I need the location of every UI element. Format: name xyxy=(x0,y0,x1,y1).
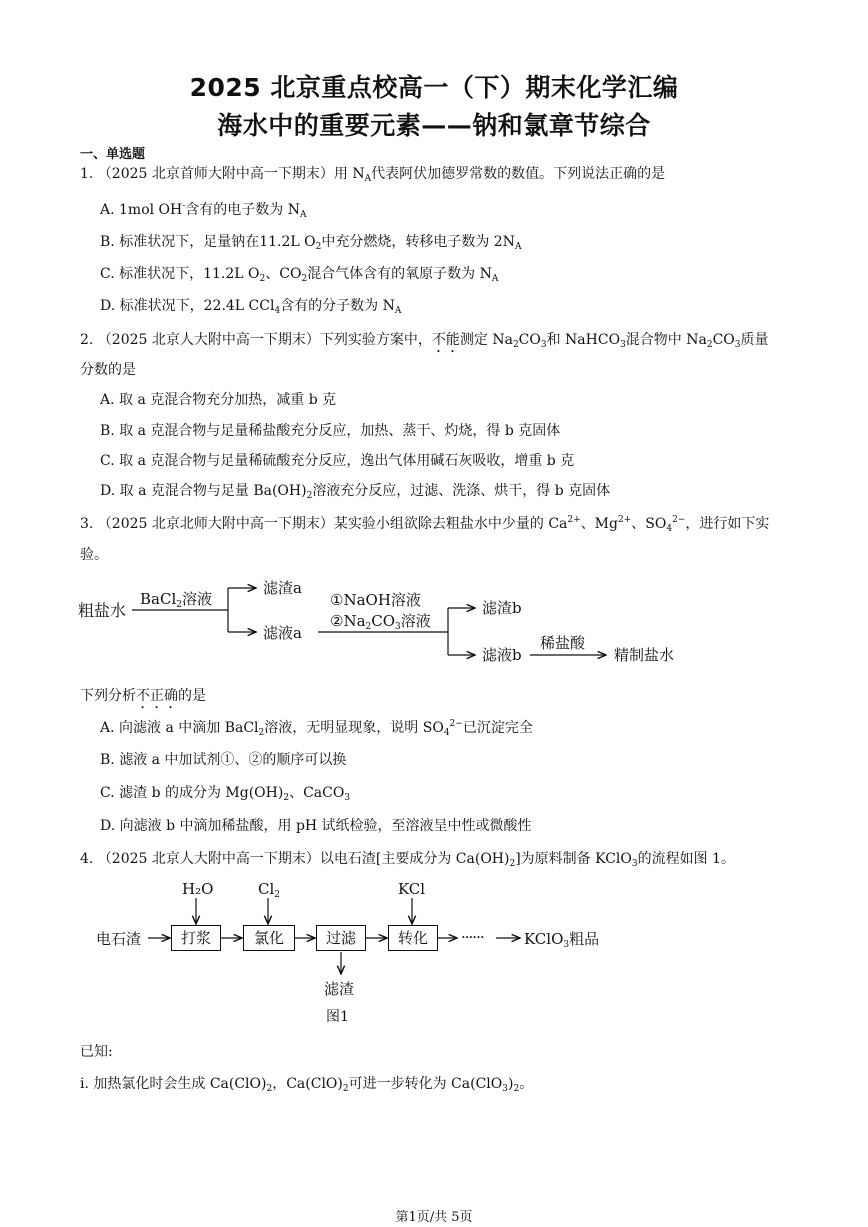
q3-stem-text: 3. （2025 北京北师大附中高一下期末）某实验小组欲除去粗盐水中少量的 Ca xyxy=(80,516,568,532)
subscript: 3 xyxy=(563,940,570,950)
subscript: A xyxy=(491,274,499,284)
known-text: i. 加热氯化时会生成 Ca(ClO) xyxy=(80,1076,267,1092)
subscript: 2 xyxy=(509,859,516,869)
option-text: B. 标准状况下，足量钠在11.2L O xyxy=(100,234,316,250)
subscript: 4 xyxy=(666,524,673,534)
subscript: A xyxy=(364,174,372,184)
page-title-line-1: 2025 北京重点校高一（下）期末化学汇编 xyxy=(189,73,679,102)
q4-known-heading: 已知: xyxy=(80,1044,113,1060)
flow-reagent-naoh: ①NaOH溶液 xyxy=(330,591,421,609)
subscript: 4 xyxy=(443,728,450,738)
flow-start-carbide-slag: 电石渣 xyxy=(96,930,142,948)
subscript: 2 xyxy=(301,274,308,284)
q2-option-a: A. 取 a 克混合物充分加热，减重 b 克 xyxy=(100,392,337,408)
superscript: 2− xyxy=(672,515,686,525)
subscript: 2 xyxy=(306,491,313,501)
input-text: Cl xyxy=(258,880,275,898)
reagent-text: BaCl xyxy=(140,590,177,608)
subscript: 2 xyxy=(274,890,281,900)
subscript: 3 xyxy=(631,859,638,869)
flow-product-kclo3 xyxy=(524,928,599,949)
flow-input-kcl: KCl xyxy=(398,880,426,898)
option-text: 含有的分子数为 N xyxy=(280,298,395,314)
subscript: A xyxy=(394,306,402,316)
known-text: ，Ca(ClO) xyxy=(272,1076,343,1092)
option-text: 溶液，无明显现象，说明 SO xyxy=(264,720,444,736)
subscript: 2 xyxy=(259,274,266,284)
q3-stem-text: ，进行如下实 xyxy=(685,516,770,532)
superscript: 2+ xyxy=(567,515,581,525)
q2-stem-text: 混合物中 Na xyxy=(625,332,707,348)
flow-filtrate-a: 滤液a xyxy=(263,624,302,642)
superscript: - xyxy=(182,201,186,211)
subscript: 3 xyxy=(395,622,401,632)
q3-question-text: 的是 xyxy=(178,688,206,704)
q2-option-c: C. 取 a 克混合物与足量稀硫酸充分反应，逸出气体用碱石灰吸收，增重 b 克 xyxy=(100,453,575,469)
q2-negation: 不能 xyxy=(431,332,460,348)
option-text: 已沉淀完全 xyxy=(462,720,533,736)
product-text: KClO xyxy=(524,930,564,948)
flow-box-conversion: 转化 xyxy=(388,925,438,951)
option-text: 混合气体含有的氧原子数为 N xyxy=(307,266,492,282)
option-text: C. 标准状况下，11.2L O xyxy=(100,266,260,282)
subscript: 3 xyxy=(344,793,351,803)
q2-stem-text: CO xyxy=(712,332,735,348)
subscript: 2 xyxy=(342,1084,349,1094)
known-text: 可进一步转化为 Ca(ClO xyxy=(348,1076,503,1092)
q3-question xyxy=(80,686,206,712)
q3-stem-text: 、Mg xyxy=(580,516,618,532)
flow-reagent-na2co3 xyxy=(330,610,431,631)
flow-input-chlorine xyxy=(258,880,280,898)
subscript: A xyxy=(514,242,522,252)
option-text: D. 标准状况下，22.4L CCl xyxy=(100,298,275,314)
q3-negation: 不正确 xyxy=(136,688,178,704)
flow-filtrate-b: 滤液b xyxy=(482,646,522,664)
flow-residue-a: 滤渣a xyxy=(263,579,302,597)
flow-input-water: H₂O xyxy=(182,880,214,898)
q1-stem-text: 1. （2025 北京首师大附中高一下期末）用 N xyxy=(80,166,365,182)
reagent-text: CO xyxy=(371,612,396,630)
flow-reagent-bacl2 xyxy=(140,588,212,609)
flow-start-crude-brine: 粗盐水 xyxy=(78,601,127,620)
q3-question-text: 下列分析 xyxy=(80,688,136,704)
flow-reagent-hcl: 稀盐酸 xyxy=(540,634,586,652)
subscript: 2 xyxy=(176,600,182,610)
q2-stem-text: 和 NaHCO xyxy=(546,332,621,348)
q2-stem-text: 2. （2025 北京人大附中高一下期末）下列实验方案中， xyxy=(80,332,432,348)
q3-option-a xyxy=(100,718,533,738)
subscript: 2 xyxy=(283,793,290,803)
q4-stem-text: 4. （2025 北京人大附中高一下期末）以电石渣[主要成分为 Ca(OH) xyxy=(80,851,510,867)
figure-caption: 图1 xyxy=(326,1009,349,1025)
subscript: 2 xyxy=(512,340,519,350)
flow-residue-b: 滤渣b xyxy=(482,599,522,617)
q4-stem-text: 的流程如图 1。 xyxy=(637,851,735,867)
flow-ellipsis: ······ xyxy=(461,928,484,946)
subscript: 3 xyxy=(540,340,547,350)
subscript: A xyxy=(300,210,307,220)
option-text: A. 1mol OH xyxy=(100,202,183,218)
subscript: 2 xyxy=(706,340,713,350)
option-text: D. 取 a 克混合物与足量 Ba(OH) xyxy=(100,483,307,499)
known-text: ) xyxy=(507,1076,514,1092)
q3-option-d: D. 向滤液 b 中滴加稀盐酸，用 pH 试纸检验，至溶液呈中性或微酸性 xyxy=(100,818,532,834)
q2-stem-text: 质量 xyxy=(740,332,769,348)
q2-option-b: B. 取 a 克混合物与足量稀盐酸充分反应，加热、蒸干、灼烧，得 b 克固体 xyxy=(100,423,561,439)
q3-stem-text: 、SO xyxy=(631,516,667,532)
option-text: 含有的电子数为 N xyxy=(185,202,300,218)
subscript: 2 xyxy=(266,1084,273,1094)
subscript: 3 xyxy=(734,340,741,350)
product-text: 粗品 xyxy=(569,930,600,948)
q4-stem xyxy=(80,849,735,869)
reagent-text: ②Na xyxy=(330,612,366,630)
option-text: 中充分燃烧，转移电子数为 2N xyxy=(321,234,515,250)
q2-stem-text: CO xyxy=(518,332,541,348)
subscript: 3 xyxy=(502,1084,508,1094)
subscript: 4 xyxy=(274,306,281,316)
subscript: 3 xyxy=(620,340,626,350)
option-text: A. 向滤液 a 中滴加 BaCl xyxy=(100,720,259,736)
q4-stem-text: ]为原料制备 KClO xyxy=(515,851,632,867)
subscript: 2 xyxy=(315,242,322,252)
q1-stem-text: 代表阿伏加德罗常数的数值。下列说法正确的是 xyxy=(371,166,666,182)
q2-stem-line-2: 分数的是 xyxy=(80,362,136,378)
subscript: 2 xyxy=(258,728,265,738)
flow-residue: 滤渣 xyxy=(324,980,355,998)
subscript: 2 xyxy=(513,1084,520,1094)
flow-box-filtration: 过滤 xyxy=(316,925,366,951)
option-text: 、CO xyxy=(265,266,302,282)
option-text: 、CaCO xyxy=(289,785,345,801)
reagent-text: 溶液 xyxy=(400,612,431,630)
page-footer: 第1页/共 5页 xyxy=(395,1210,473,1225)
q2-stem-text: 测定 Na xyxy=(459,332,513,348)
q3-stem-line-2: 验。 xyxy=(80,547,108,563)
section-heading: 一、单选题 xyxy=(80,147,146,162)
q3-option-c xyxy=(100,783,350,803)
q4-known-item-i xyxy=(80,1074,533,1094)
known-text: 。 xyxy=(519,1076,534,1092)
option-text: 溶液充分反应，过滤、洗涤、烘干，得 b 克固体 xyxy=(312,483,611,499)
q3-option-b: B. 滤液 a 中加试剂①、②的顺序可以换 xyxy=(100,752,347,768)
superscript: 2+ xyxy=(617,515,632,525)
option-text: C. 滤渣 b 的成分为 Mg(OH) xyxy=(100,785,284,801)
flow-box-slurry: 打浆 xyxy=(171,925,221,951)
subscript: 2 xyxy=(365,622,372,632)
page-title-line-2: 海水中的重要元素——钠和氯章节综合 xyxy=(217,111,651,140)
flow-product-refined-brine: 精制盐水 xyxy=(614,646,675,664)
superscript: 2− xyxy=(449,719,463,729)
reagent-text: 溶液 xyxy=(181,590,212,608)
flow-box-chlorination: 氯化 xyxy=(243,925,295,951)
